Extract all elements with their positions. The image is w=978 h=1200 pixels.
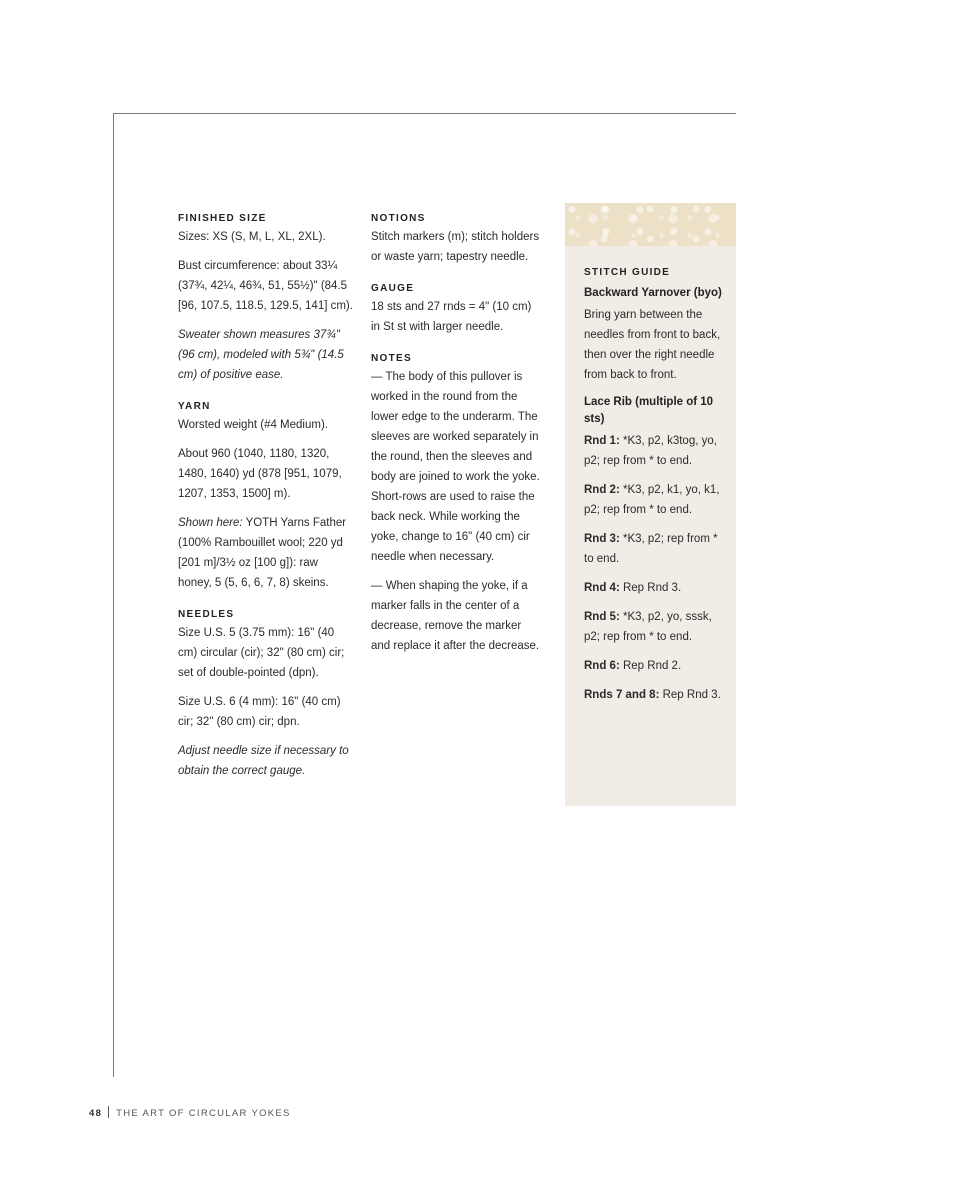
notes-section (371, 351, 543, 656)
page-frame-top-rule (113, 113, 736, 114)
round-label: Rnd 3: (584, 533, 620, 545)
stitch-guide-sidebar (565, 203, 736, 806)
round-text: Rep Rnd 3. (619, 582, 682, 594)
footer-separator (108, 1106, 109, 1118)
byo-text: Bring yarn between the needles from front to back, then over the right needle from back to front. (584, 309, 721, 381)
stitch-guide-content (584, 265, 724, 714)
round-text: Rep Rnd 3. (659, 689, 721, 701)
round-label: Rnds 7 and 8: (584, 689, 660, 701)
byo-title: Backward Yarnover (byo) (584, 287, 722, 299)
round-4 (584, 578, 724, 598)
round-text: *K3, p2, yo, sssk, p2; rep from * to end. (584, 611, 712, 643)
notions-heading: NOTIONS (371, 213, 426, 224)
round-text: *K3, p2, k3tog, yo, p2; rep from * to end. (584, 435, 717, 467)
decorative-lace-band (565, 203, 736, 246)
round-2 (584, 480, 724, 520)
book-title: THE ART OF CIRCULAR YOKES (116, 1108, 291, 1119)
needles-size-6-text: Size U.S. 6 (4 mm): 16" (40 cm) cir; 32" (80 cm) cir; dpn. (178, 696, 341, 728)
sizes-text: Sizes: XS (S, M, L, XL, 2XL). (178, 231, 326, 243)
notions-section (371, 211, 543, 267)
stitch-guide-heading: STITCH GUIDE (584, 267, 671, 278)
shown-here-text: YOTH Yarns Father (100% Rambouillet wool; 220 yd [201 m]/3½ oz [100 g]): raw honey, 5 (5, 6, 6, 7, 8) skeins. (178, 517, 347, 589)
needles-heading: NEEDLES (178, 609, 235, 620)
round-text: *K3, p2; rep from * to end. (584, 533, 718, 565)
gauge-section (371, 281, 543, 337)
round-text: Rep Rnd 2. (619, 660, 682, 672)
round-label: Rnd 5: (584, 611, 620, 623)
round-7-8 (584, 685, 724, 705)
round-text: *K3, p2, k1, yo, k1, p2; rep from * to end. (584, 484, 720, 516)
finished-size-section (178, 211, 353, 385)
round-3 (584, 529, 724, 569)
round-label: Rnd 6: (584, 660, 620, 672)
page-footer (89, 1106, 291, 1121)
needles-section (178, 607, 353, 781)
notes-heading: NOTES (371, 353, 412, 364)
page-number: 48 (89, 1108, 103, 1119)
lace-rib-title: Lace Rib (multiple of 10 sts) (584, 396, 714, 425)
left-column (178, 211, 353, 795)
notes-paragraph-2: — When shaping the yoke, if a marker falls in the center of a decrease, remove the marker and replace it after the decrease. (371, 580, 540, 652)
shown-here-label: Shown here: (178, 517, 243, 529)
sweater-shown-text: Sweater shown measures 37¾" (96 cm), modeled with 5¾" (14.5 cm) of positive ease. (178, 329, 344, 381)
round-label: Rnd 1: (584, 435, 620, 447)
notions-text: Stitch markers (m); stitch holders or waste yarn; tapestry needle. (371, 231, 540, 263)
yarn-heading: YARN (178, 401, 211, 412)
round-label: Rnd 4: (584, 582, 620, 594)
round-6 (584, 656, 724, 676)
notes-paragraph-1: — The body of this pullover is worked in the round from the lower edge to the underarm. The sleeves are worked separately in the round, then the sleeves and body are joined to work the yoke. Short-rows are used to raise the back neck. While working the yoke, change to 16" (40 cm) cir needle when necessary. (371, 371, 540, 563)
needles-size-5-text: Size U.S. 5 (3.75 mm): 16" (40 cm) circular (cir); 32" (80 cm) cir; set of double-pointed (dpn). (178, 627, 345, 679)
round-label: Rnd 2: (584, 484, 620, 496)
middle-column (371, 211, 543, 670)
adjust-needle-text: Adjust needle size if necessary to obtain the correct gauge. (178, 745, 349, 777)
yarn-section (178, 399, 353, 593)
yarn-weight-text: Worsted weight (#4 Medium). (178, 419, 328, 431)
finished-size-heading: FINISHED SIZE (178, 213, 267, 224)
gauge-heading: GAUGE (371, 283, 415, 294)
round-5 (584, 607, 724, 647)
round-1 (584, 431, 724, 471)
shown-here-paragraph (178, 513, 353, 593)
yarn-amount-text: About 960 (1040, 1180, 1320, 1480, 1640) yd (878 [951, 1079, 1207, 1353, 1500] m). (178, 448, 342, 500)
gauge-text: 18 sts and 27 rnds = 4" (10 cm) in St st with larger needle. (371, 301, 532, 333)
bust-circumference-text: Bust circumference: about 33¼ (37¾, 42¼, 46¾, 51, 55½)" (84.5 [96, 107.5, 118.5, 129.5, 141] cm). (178, 260, 353, 312)
page-frame-left-rule (113, 113, 114, 1077)
